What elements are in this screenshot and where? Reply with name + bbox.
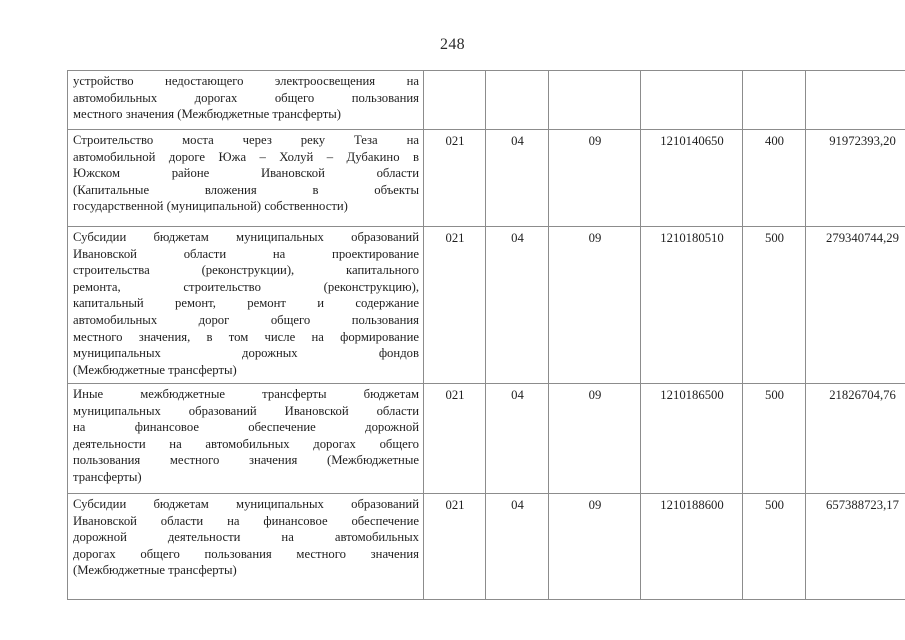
row-name-line: (Межбюджетные трансферты) bbox=[73, 563, 237, 578]
row-vedom-cell bbox=[424, 130, 486, 227]
row-sum-value: 657388723,17 bbox=[826, 498, 899, 512]
row-vedom-value: 021 bbox=[445, 231, 465, 245]
table-row bbox=[68, 227, 905, 384]
row-vedom-cell bbox=[424, 384, 486, 494]
row-podrazdel-cell bbox=[549, 384, 641, 494]
row-razdel-cell bbox=[486, 227, 549, 384]
row-podrazdel-cell bbox=[549, 227, 641, 384]
row-razdel-cell bbox=[486, 130, 549, 227]
row-name-line: Ивановской области на проектирование bbox=[73, 246, 419, 261]
row-name-line: Строительство моста через реку Теза на bbox=[73, 133, 419, 147]
row-podrazdel-cell bbox=[549, 494, 641, 600]
row-razdel-cell bbox=[486, 384, 549, 494]
row-name-line: Субсидии бюджетам муниципальных образований bbox=[73, 497, 419, 511]
row-vid-value: 500 bbox=[764, 388, 785, 402]
row-name-line: трансферты) bbox=[73, 469, 142, 484]
row-vedom-value bbox=[429, 73, 481, 74]
row-vedom-value: 021 bbox=[445, 498, 465, 512]
row-name-line: пользования местного значения (Межбюджетные bbox=[73, 453, 419, 468]
row-name-line: (Межбюджетные трансферты) bbox=[73, 362, 237, 377]
row-name-line: дорожной деятельности на автомобильных bbox=[73, 530, 419, 545]
row-vid-value bbox=[748, 73, 801, 74]
page-number: 248 bbox=[440, 36, 465, 53]
row-razdel-cell bbox=[486, 71, 549, 130]
row-podrazdel-value: 09 bbox=[588, 498, 602, 512]
row-sum-cell bbox=[806, 227, 905, 384]
row-target-value: 1210180510 bbox=[660, 231, 724, 245]
row-vedom-value: 021 bbox=[445, 134, 465, 148]
row-podrazdel-value: 09 bbox=[588, 388, 602, 402]
row-name-line: автомобильных дорогах общего пользования bbox=[73, 90, 419, 105]
row-podrazdel-cell bbox=[549, 71, 641, 130]
row-razdel-value bbox=[491, 73, 544, 74]
row-sum-cell bbox=[806, 384, 905, 494]
row-vid-cell bbox=[743, 494, 806, 600]
row-razdel-value: 04 bbox=[511, 134, 524, 148]
row-name-line: дорогах общего пользования местного значения bbox=[73, 546, 419, 561]
row-target-cell bbox=[641, 227, 743, 384]
row-name-line: автомобильной дороге Южа – Холуй – Дубакино в bbox=[73, 149, 419, 164]
row-name-line: Южском районе Ивановской области bbox=[73, 166, 419, 181]
row-name-cell bbox=[68, 384, 424, 494]
row-target-value: 1210186500 bbox=[660, 388, 724, 402]
row-vid-cell bbox=[743, 71, 806, 130]
row-vid-cell bbox=[743, 130, 806, 227]
row-name-line: Иные межбюджетные трансферты бюджетам bbox=[73, 387, 419, 401]
row-name-line: капитальный ремонт, ремонт и содержание bbox=[73, 296, 419, 311]
row-target-value: 1210140650 bbox=[660, 134, 724, 148]
row-name-cell bbox=[68, 494, 424, 600]
row-name-line: муниципальных образований Ивановской области bbox=[73, 403, 419, 418]
table-body bbox=[68, 71, 905, 600]
row-name-line: ремонта, строительство (реконструкцию), bbox=[73, 279, 419, 294]
row-vedom-cell bbox=[424, 494, 486, 600]
row-sum-cell bbox=[806, 494, 905, 600]
row-name-line: государственной (муниципальной) собственности) bbox=[73, 199, 348, 214]
row-name-line: Субсидии бюджетам муниципальных образований bbox=[73, 230, 419, 244]
row-razdel-value: 04 bbox=[511, 498, 524, 512]
row-name-line: местного значения (Межбюджетные трансферты) bbox=[73, 107, 341, 122]
row-target-cell bbox=[641, 71, 743, 130]
row-razdel-value: 04 bbox=[511, 388, 524, 402]
row-name-text bbox=[73, 132, 419, 215]
table-row bbox=[68, 130, 905, 227]
row-name-text bbox=[73, 386, 419, 486]
row-podrazdel-value bbox=[554, 73, 636, 74]
row-target-value bbox=[646, 73, 738, 74]
budget-appropriations-table bbox=[67, 70, 905, 600]
row-target-cell bbox=[641, 494, 743, 600]
row-name-text bbox=[73, 73, 419, 123]
row-name-text bbox=[73, 229, 419, 378]
row-vedom-value: 021 bbox=[445, 388, 465, 402]
row-name-cell bbox=[68, 71, 424, 130]
row-razdel-cell bbox=[486, 494, 549, 600]
row-sum-value bbox=[811, 73, 905, 74]
row-name-line: деятельности на автомобильных дорогах общего bbox=[73, 436, 419, 451]
row-podrazdel-value: 09 bbox=[588, 134, 602, 148]
row-name-text bbox=[73, 496, 419, 579]
row-sum-value: 21826704,76 bbox=[829, 388, 896, 402]
row-podrazdel-value: 09 bbox=[588, 231, 602, 245]
row-vid-value: 400 bbox=[764, 134, 785, 148]
row-name-line: на финансовое обеспечение дорожной bbox=[73, 420, 419, 435]
row-razdel-value: 04 bbox=[511, 231, 524, 245]
row-name-line: (Капитальные вложения в объекты bbox=[73, 182, 419, 197]
row-vedom-cell bbox=[424, 227, 486, 384]
row-name-line: строительства (реконструкции), капитального bbox=[73, 263, 419, 278]
row-name-line: Ивановской области на финансовое обеспечение bbox=[73, 513, 419, 528]
row-vid-cell bbox=[743, 227, 806, 384]
row-sum-value: 91972393,20 bbox=[829, 134, 896, 148]
row-target-cell bbox=[641, 130, 743, 227]
row-vid-value: 500 bbox=[764, 498, 785, 512]
row-sum-cell bbox=[806, 130, 905, 227]
row-target-value: 1210188600 bbox=[660, 498, 724, 512]
row-name-cell bbox=[68, 130, 424, 227]
row-sum-value: 279340744,29 bbox=[826, 231, 899, 245]
row-vid-cell bbox=[743, 384, 806, 494]
row-name-line: автомобильных дорог общего пользования bbox=[73, 312, 419, 327]
row-name-line: местного значения, в том числе на формирование bbox=[73, 329, 419, 344]
table-row bbox=[68, 71, 905, 130]
row-target-cell bbox=[641, 384, 743, 494]
row-vedom-cell bbox=[424, 71, 486, 130]
table-row bbox=[68, 494, 905, 600]
row-sum-cell bbox=[806, 71, 905, 130]
row-vid-value: 500 bbox=[764, 231, 785, 245]
row-name-cell bbox=[68, 227, 424, 384]
row-podrazdel-cell bbox=[549, 130, 641, 227]
row-name-line: муниципальных дорожных фондов bbox=[73, 346, 419, 361]
table-row bbox=[68, 384, 905, 494]
row-name-line: устройство недостающего электроосвещения на bbox=[73, 74, 419, 88]
